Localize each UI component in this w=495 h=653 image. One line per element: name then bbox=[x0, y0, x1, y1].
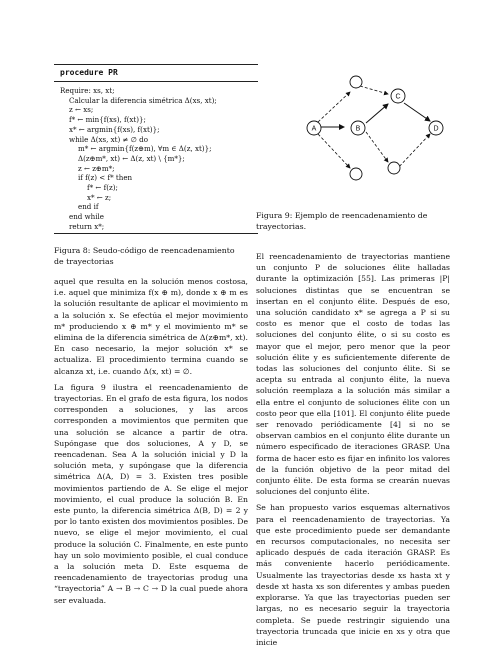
algorithm-line: x* ← argmin{f(xs), f(xt)}; bbox=[69, 124, 160, 134]
graph-node-bottom-left bbox=[350, 168, 362, 180]
right-column bbox=[256, 251, 450, 653]
graph-node-top bbox=[350, 76, 362, 88]
edge-bottom-d bbox=[396, 134, 430, 170]
left-column bbox=[54, 276, 248, 611]
algorithm-line: x* ← z; bbox=[87, 192, 112, 202]
right-paragraph-1: El reencadenamiento de trayectorias mantiene un conjunto P de soluciones élite halladas durante la optimización [55]. Las primeras |P| soluciones distintas que se encuentran se insertan en el conjunto élite. Después de eso, una solución candidato x* se agrega a P si su costo es menor que el costo de todas las soluciones del conjunto élite, o si su costo es mayor que el mejor, pero menor que la peor solución élite y es suficientemente diferente de todas las soluciones del conjunto élite. Si se acepta su entrada al conjunto élite, la nueva solución reemplaza a la solución más similar a ella entre el conjunto de soluciones élite con un costo peor que ella [101]. El conjunto élite puede ser renovado periódicamente [4] si no se observan cambios en el conjunto élite durante un número especificado de iteraciones GRASP. Una forma de hacer esto es fijar en infinito los valores de la función objetivo de la peor mitad del conjunto élite. De esta forma se crearán nuevas soluciones del conjunto élite. bbox=[256, 252, 450, 497]
algorithm-line: Δ(z⊕m*, xt) ← Δ(z, xt) \ {m*}; bbox=[78, 153, 185, 163]
algorithm-line: f* ← min{f(xs), f(xt)}; bbox=[69, 115, 146, 125]
algorithm-line: while Δ(xs, xt) ≠ ∅ do bbox=[69, 134, 148, 144]
figure-9-caption: Figura 9: Ejemplo de reencadenamiento de trayectorias. bbox=[256, 211, 428, 231]
algorithm-line: Require: xs, xt; bbox=[60, 86, 115, 95]
algorithm-title: procedure PR bbox=[60, 68, 118, 77]
left-paragraph-2: La figura 9 ilustra el reencadenamiento de trayectorias. En el grafo de esta figura, los nodos corresponden a soluciones, y las arcos corresponden a movimientos que permiten que una solución se alcance a partir de otra. Supóngase que dos soluciones, A y D, se reencadenan. Sea A la solución inicial y D la solución meta, y supóngase que la diferencia simétrica Δ(A, D) = 3. Existen tres posible movimientos partiendo de A. Se elige el mejor movimiento, el cual produce la solución B. En este punto, la diferencia simétrica Δ(B, D) = 2 y por lo tanto existen dos movimientos posibles. De nuevo, se elige el mejor movimiento, el cual produce la solución C. Finalmente, en este punto hay un solo movimiento posible, el cual conduce a la solución meta D. Este esquema de reencadenamiento de trayectorias produg una “trayectoria” A → B → C → D la cual puede ahora ser evaluada. bbox=[54, 382, 248, 605]
right-paragraph-2: Se han propuesto varios esquemas alternativos para el reencadenamiento de trayectorias. Ya que este procedimiento puede ser demandante en recursos computacionales, no necesita ser aplicado después de cada iteración GRASP. Es más conveniente hacerlo periódicamente. Usualmente las trayectorias desde xs hasta xt y desde xt hasta xs son diferentes y ambas pueden explorarse. Ya que las trayectorias pueden ser largas, no es necesario seguir la trayectoria completa. Se puede restringir siguiendo una trayectoria truncada que inicie en xs y otra que inicie bbox=[256, 503, 450, 647]
algorithm-line: return x*; bbox=[69, 221, 105, 231]
edge-a-bottom bbox=[318, 134, 350, 168]
algorithm-line: z ← z⊕m*; bbox=[78, 163, 115, 173]
algorithm-line: f* ← f(z); bbox=[87, 183, 118, 192]
edge-b-bottom bbox=[366, 132, 388, 162]
algorithm-line: end if bbox=[78, 202, 99, 212]
algorithm-line: if f(z) < f* then bbox=[78, 173, 133, 183]
node-label-d: D bbox=[433, 125, 439, 133]
algorithm-line: Calcular la diferencia simétrica Δ(xs, xt); bbox=[69, 95, 217, 105]
figure-8-caption: Figura 8: Seudo-código de reencadenamiento de trayectorias bbox=[54, 246, 235, 266]
node-label-b: B bbox=[355, 125, 361, 133]
algorithm-title-rule bbox=[54, 81, 258, 82]
edge-c-d bbox=[404, 103, 430, 121]
edge-a-top bbox=[318, 92, 350, 122]
edge-top-c bbox=[360, 86, 388, 94]
graph-node-bottom-right bbox=[388, 162, 400, 174]
algorithm-line: m* ← argmin{f(z⊕m), ∀m ∈ Δ(z, xt)}; bbox=[78, 144, 212, 154]
node-label-a: A bbox=[311, 125, 317, 133]
algorithm-line: z ← xs; bbox=[69, 105, 94, 115]
algorithm-line: end while bbox=[69, 212, 104, 222]
node-label-c: C bbox=[395, 93, 401, 101]
left-paragraph-1: aquel que resulta en la solución menos costosa, i.e. aquel que minimiza f(x ⊕ m), donde x ⊕ m es la solución resultante de aplicar el movimiento m a la solución x. Se efectúa el mejor movimiento m* produciendo x ⊕ m* y el movimiento m* se elimina de la diferencia simétrica de Δ(z⊕m*, xt). En caso necesario, la mejor solución x* se actualiza. El procedimiento termina cuando se alcanza xt, i.e. cuando Δ(x, xt) = ∅. bbox=[54, 277, 248, 376]
figure-9-graph bbox=[270, 70, 470, 200]
edge-b-c bbox=[366, 104, 388, 123]
